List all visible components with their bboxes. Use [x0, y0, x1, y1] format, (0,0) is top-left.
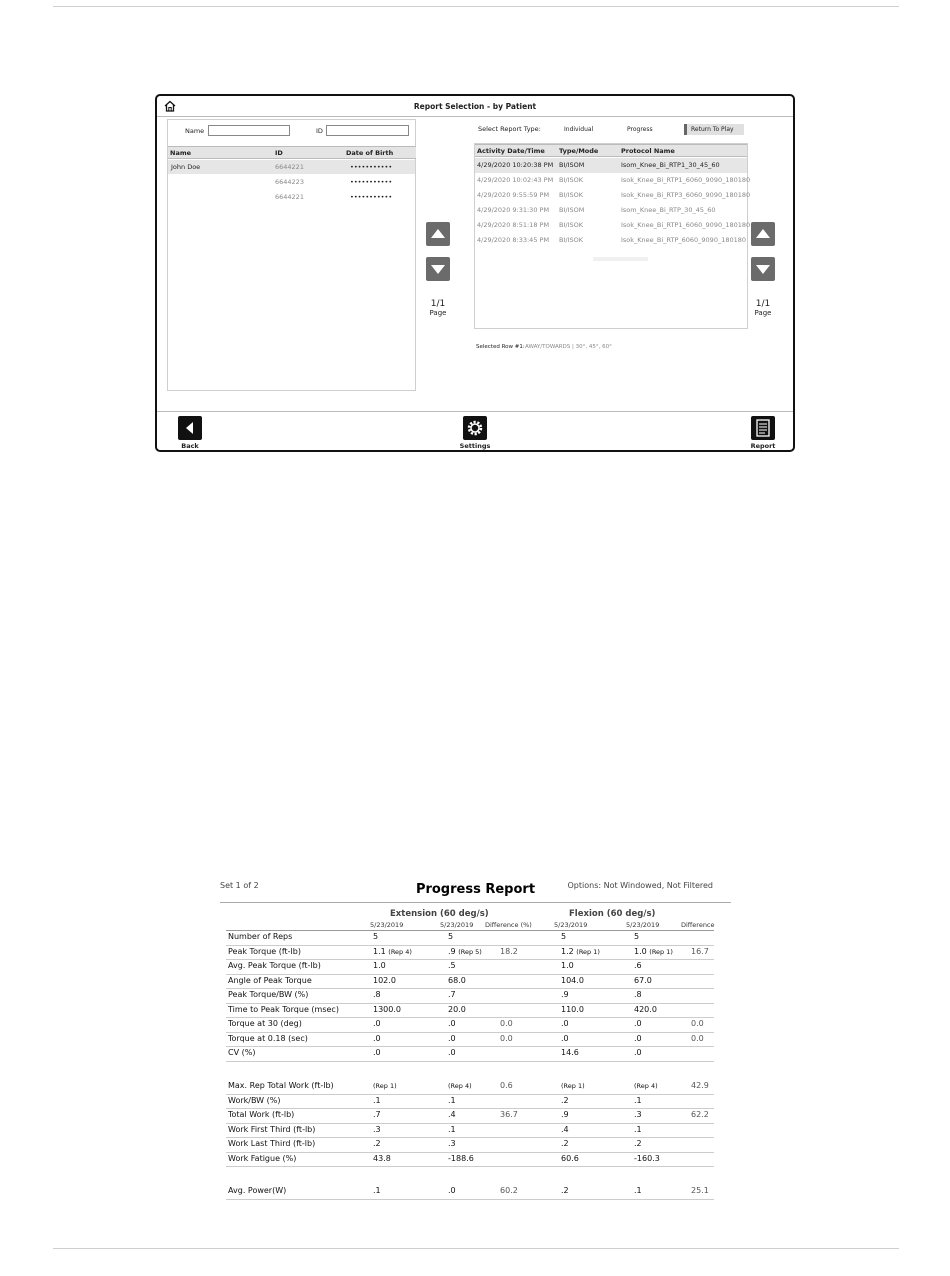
bottom-rule [53, 1248, 899, 1249]
selected-row-value: AWAY/TOWARDS | 30°, 45°, 60° [525, 344, 612, 350]
metric-value [448, 1125, 456, 1134]
metric-value [561, 1081, 585, 1090]
activity-date: 4/29/2020 10:20:38 PM [477, 161, 554, 169]
metric-value [561, 1154, 579, 1163]
activity-page-number: 1/1 [755, 299, 771, 309]
back-label: Back [181, 442, 199, 450]
patient-id: 6644221 [275, 193, 304, 201]
value-text: .0 [448, 1048, 456, 1057]
table-row [226, 1094, 714, 1110]
value-text: .2 [373, 1139, 381, 1148]
progress-report [220, 876, 731, 1206]
metric-value [448, 976, 466, 985]
value-text: 104.0 [561, 975, 584, 985]
metric-value [373, 1034, 381, 1043]
metric-value [634, 1139, 642, 1148]
id-search-input[interactable] [326, 125, 409, 136]
metric-label: Number of Reps [228, 932, 293, 941]
metric-value [373, 1139, 381, 1148]
table-row [226, 1123, 714, 1139]
report-button[interactable] [751, 416, 775, 440]
back-button[interactable] [178, 416, 202, 440]
value-text: .0 [448, 1186, 456, 1195]
table-row [226, 988, 714, 1004]
value-text: .0 [448, 1019, 456, 1028]
activity-panel [474, 143, 751, 329]
value-text: .9 [561, 990, 569, 999]
table-row [226, 945, 714, 961]
activity-mode: BI/ISOK [559, 176, 583, 184]
sub-header: 5/23/2019 [554, 921, 588, 929]
metric-value [561, 1005, 584, 1014]
report-title: Progress Report [415, 882, 536, 897]
value-text: .4 [561, 1124, 569, 1134]
value-text: 0.0 [691, 1019, 704, 1028]
arrow-up-icon [431, 229, 445, 238]
metric-value [561, 1034, 569, 1043]
patient-name: John Doe [171, 163, 201, 171]
metric-label: Work Last Third (ft-lb) [228, 1139, 316, 1148]
metric-value [373, 961, 386, 970]
value-text: 0.0 [691, 1033, 704, 1043]
selected-row-label: Selected Row #1: [476, 344, 525, 350]
difference-value [500, 1110, 518, 1119]
table-row [226, 1108, 714, 1124]
rep-note: (Rep 5) [458, 947, 482, 956]
value-text: .1 [373, 1095, 381, 1105]
patient-id: 6644223 [275, 178, 304, 186]
column-header-name[interactable]: Name [170, 149, 192, 157]
metric-value [448, 1186, 456, 1195]
sub-header: Difference (%) [485, 921, 532, 929]
patient-table-header [168, 146, 416, 159]
metric-label: Torque at 0.18 (sec) [228, 1033, 308, 1043]
rep-note: (Rep 4) [634, 1082, 658, 1090]
metric-label: Peak Torque/BW (%) [228, 990, 309, 999]
metric-label: Time to Peak Torque (msec) [228, 1004, 339, 1014]
list-scroll-indicator [593, 257, 648, 261]
activity-row[interactable] [475, 173, 751, 188]
report-options: Options: Not Windowed, Not Filtered [567, 881, 713, 890]
value-text: -160.3 [634, 1153, 660, 1163]
value-text: .2 [561, 1095, 569, 1105]
value-text: .1 [448, 1124, 456, 1134]
metric-value [373, 990, 381, 999]
value-text: .4 [448, 1110, 456, 1119]
value-text: 5 [561, 932, 567, 941]
table-row [226, 1184, 714, 1200]
value-text: .2 [561, 1139, 569, 1148]
metric-value [634, 1034, 642, 1043]
rep-note: (Rep 4) [388, 947, 412, 956]
metric-value [634, 1154, 660, 1163]
table-row [226, 930, 714, 946]
value-text: .3 [634, 1110, 642, 1119]
metric-value [448, 1048, 456, 1057]
value-text: .7 [448, 990, 456, 999]
metric-value [561, 976, 584, 985]
id-label: ID [316, 127, 323, 135]
metric-label: Total Work (ft-lb) [228, 1110, 295, 1119]
metric-value [561, 1139, 569, 1148]
metric-value [373, 932, 378, 941]
metric-value [373, 1154, 391, 1163]
metric-value [561, 1096, 569, 1105]
window-title: Report Selection - by Patient [413, 102, 537, 111]
difference-value [500, 1081, 513, 1090]
metric-value [634, 1110, 642, 1119]
patient-pager [423, 299, 453, 317]
table-row [226, 1079, 714, 1095]
activity-date: 4/29/2020 8:51:18 PM [477, 221, 550, 229]
activity-page-label: Page [754, 309, 772, 317]
metric-value [634, 947, 673, 956]
difference-value [500, 947, 518, 956]
activity-row[interactable] [475, 188, 751, 203]
metric-value [634, 990, 642, 999]
value-text: .3 [448, 1139, 456, 1148]
patient-page-down-button[interactable] [426, 257, 450, 281]
activity-page-down-button[interactable] [751, 257, 775, 281]
metric-value [373, 1125, 381, 1134]
value-text: 60.6 [561, 1153, 579, 1163]
metric-value [561, 1110, 569, 1119]
arrow-up-icon [756, 229, 770, 238]
report-selection-window [155, 94, 795, 452]
patient-row[interactable] [168, 175, 415, 189]
difference-value [691, 1081, 709, 1090]
column-header-dob[interactable]: Date of Birth [346, 149, 394, 157]
sub-header: 5/23/2019 [440, 921, 474, 929]
rep-note: (Rep 1) [649, 947, 673, 956]
value-text: .0 [448, 1033, 456, 1043]
rep-note: (Rep 1) [561, 1082, 585, 1090]
extension-header: Extension (60 deg/s) [390, 909, 489, 919]
metric-label: Work Fatigue (%) [228, 1153, 297, 1163]
value-text: 20.0 [448, 1004, 466, 1014]
metric-value [448, 1034, 456, 1043]
value-text: .5 [448, 961, 456, 970]
patient-panel [167, 119, 416, 391]
table-row [226, 959, 714, 975]
metric-label: Peak Torque (ft-lb) [228, 946, 301, 956]
metric-value [448, 1154, 474, 1163]
flexion-header: Flexion (60 deg/s) [569, 909, 656, 919]
metric-value [561, 947, 600, 956]
metric-value [561, 932, 566, 941]
value-text: 62.2 [691, 1110, 709, 1119]
settings-label: Settings [459, 442, 491, 450]
value-text: .2 [561, 1186, 569, 1195]
metric-label: CV (%) [228, 1048, 256, 1057]
difference-value [691, 1186, 709, 1195]
value-text: 67.0 [634, 975, 652, 985]
column-header-id[interactable]: ID [275, 149, 283, 157]
metric-value [634, 976, 652, 985]
metric-value [373, 1110, 381, 1119]
column-header-activity-date[interactable]: Activity Date/Time [477, 147, 545, 155]
metric-value [561, 1186, 569, 1195]
value-text: .0 [373, 1019, 381, 1028]
metric-value [373, 947, 412, 956]
metric-value [448, 1096, 456, 1105]
column-header-type-mode[interactable]: Type/Mode [559, 147, 599, 155]
value-text: 5 [373, 932, 379, 941]
activity-pager [748, 299, 778, 317]
patient-dob: ••••••••••• [350, 178, 393, 186]
activity-date: 4/29/2020 9:31:30 PM [477, 206, 550, 214]
value-text: 42.9 [691, 1081, 709, 1090]
metric-value [561, 961, 574, 970]
rep-note: (Rep 1) [576, 947, 600, 956]
patient-id: 6644221 [275, 163, 304, 171]
report-top-rule [220, 902, 731, 903]
value-text: 102.0 [373, 975, 396, 985]
metric-value [448, 961, 456, 970]
value-text: .8 [373, 990, 381, 999]
metric-value [448, 1005, 466, 1014]
metric-value [373, 1096, 381, 1105]
value-text: .0 [373, 1033, 381, 1043]
report-type-return-to-play[interactable]: Return To Play [684, 124, 744, 135]
metric-value [634, 1081, 658, 1090]
activity-table-header [475, 144, 747, 157]
activity-row[interactable] [475, 158, 747, 173]
value-text: .9 [561, 1110, 569, 1119]
table-row [226, 1152, 714, 1168]
metric-value [373, 1048, 381, 1057]
value-text: 420.0 [634, 1004, 657, 1014]
activity-protocol: Isom_Knee_Bi_RTP_30_45_60 [621, 206, 716, 214]
activity-row[interactable] [475, 233, 747, 248]
value-text: .6 [634, 961, 642, 970]
patient-dob: ••••••••••• [350, 163, 393, 171]
metric-value [634, 1019, 642, 1028]
activity-mode: BI/ISOK [559, 191, 583, 199]
title-bar [157, 96, 793, 117]
name-search-input[interactable] [208, 125, 290, 136]
activity-date: 4/29/2020 8:33:45 PM [477, 236, 550, 244]
table-row [226, 1032, 714, 1048]
metric-value [634, 1186, 642, 1195]
value-text: 5 [634, 932, 640, 941]
value-text: .9 [448, 946, 456, 956]
sub-header: 5/23/2019 [370, 921, 404, 929]
table-row [226, 1046, 714, 1062]
metric-label: Avg. Power(W) [228, 1186, 287, 1195]
metric-value [373, 1186, 381, 1195]
value-text: 14.6 [561, 1048, 579, 1057]
value-text: 0.6 [500, 1081, 513, 1090]
metric-label: Torque at 30 (deg) [228, 1019, 302, 1028]
patient-page-label: Page [429, 309, 447, 317]
value-text: 36.7 [500, 1110, 518, 1119]
table-row [226, 1137, 714, 1153]
patient-dob: ••••••••••• [350, 193, 393, 201]
activity-row[interactable] [475, 218, 751, 233]
value-text: 0.0 [500, 1019, 513, 1028]
table-row [226, 1003, 714, 1019]
patient-row[interactable] [168, 190, 415, 204]
table-row [226, 974, 714, 990]
difference-value [691, 947, 709, 956]
value-text: .1 [634, 1095, 642, 1105]
metric-value [634, 932, 639, 941]
report-type-label: Select Report Type: [478, 125, 541, 133]
activity-protocol: Isok_Knee_Bi_RTP3_6060_9090_180180 [621, 191, 751, 199]
value-text: 1.1 [373, 946, 386, 956]
value-text: .3 [373, 1124, 381, 1134]
metric-value [561, 1048, 579, 1057]
report-type-progress[interactable]: Progress [627, 126, 653, 133]
value-text: 1300.0 [373, 1004, 401, 1014]
sub-header: 5/23/2019 [626, 921, 660, 929]
value-text: .7 [373, 1110, 381, 1119]
value-text: .0 [634, 1019, 642, 1028]
difference-value [500, 1034, 513, 1043]
metric-label: Max. Rep Total Work (ft-lb) [228, 1081, 334, 1090]
value-text: .0 [373, 1048, 381, 1057]
metric-value [373, 976, 396, 985]
activity-date: 4/29/2020 10:02:43 PM [477, 176, 554, 184]
value-text: 68.0 [448, 975, 466, 985]
value-text: .1 [634, 1186, 642, 1195]
metric-value [448, 990, 456, 999]
metric-value [634, 961, 642, 970]
metric-value [448, 1110, 456, 1119]
column-header-protocol[interactable]: Protocol Name [621, 147, 675, 155]
value-text: 1.0 [373, 961, 386, 970]
value-text: .2 [634, 1139, 642, 1148]
activity-mode: BI/ISOK [559, 221, 583, 229]
value-text: .0 [634, 1048, 642, 1057]
metric-label: Work/BW (%) [228, 1095, 281, 1105]
value-text: 60.2 [500, 1186, 518, 1195]
activity-mode: BI/ISOM [559, 161, 585, 169]
settings-button[interactable] [463, 416, 487, 440]
activity-mode: BI/ISOM [559, 206, 585, 214]
metric-value [561, 1125, 569, 1134]
difference-value [500, 1019, 513, 1028]
patient-row[interactable] [168, 160, 415, 174]
patient-page-number: 1/1 [430, 299, 446, 309]
value-text: 1.2 [561, 946, 574, 956]
value-text: .0 [561, 1033, 569, 1043]
value-text: 0.0 [500, 1033, 513, 1043]
activity-page-up-button[interactable] [751, 222, 775, 246]
metric-value [561, 990, 569, 999]
gear-icon [463, 416, 487, 440]
report-type-individual[interactable]: Individual [564, 126, 594, 133]
value-text: 110.0 [561, 1004, 584, 1014]
value-text: 1.0 [561, 961, 574, 970]
bottom-toolbar [157, 411, 793, 452]
report-icon [751, 416, 775, 440]
activity-protocol: Isok_Knee_Bi_RTP1_6060_9090_180180 [621, 176, 751, 184]
arrow-down-icon [756, 265, 770, 274]
metric-value [448, 1019, 456, 1028]
report-label: Report [750, 442, 776, 450]
metric-value [634, 1096, 642, 1105]
activity-protocol: Isom_Knee_Bi_RTP1_30_45_60 [621, 161, 720, 169]
activity-mode: BI/ISOK [559, 236, 583, 244]
value-text: .8 [634, 990, 642, 999]
difference-value [691, 1019, 704, 1028]
metric-label: Avg. Peak Torque (ft-lb) [228, 961, 321, 970]
value-text: 1.0 [634, 946, 647, 956]
value-text: .1 [448, 1095, 456, 1105]
metric-value [634, 1048, 642, 1057]
metric-value [448, 947, 482, 956]
name-label: Name [185, 127, 205, 135]
metric-label: Work First Third (ft-lb) [228, 1124, 316, 1134]
top-rule [53, 6, 899, 7]
value-text: 25.1 [691, 1186, 709, 1195]
activity-date: 4/29/2020 9:55:59 PM [477, 191, 550, 199]
value-text: .1 [373, 1186, 381, 1195]
metric-value [448, 932, 453, 941]
value-text: .0 [634, 1033, 642, 1043]
difference-value [500, 1186, 518, 1195]
value-text: 43.8 [373, 1153, 391, 1163]
value-text: -188.6 [448, 1153, 474, 1163]
activity-row[interactable] [475, 203, 747, 218]
table-row [226, 1017, 714, 1033]
metric-value [634, 1005, 657, 1014]
patient-page-up-button[interactable] [426, 222, 450, 246]
arrow-down-icon [431, 265, 445, 274]
metric-label: Angle of Peak Torque [228, 975, 312, 985]
activity-protocol: Isok_Knee_Bi_RTP1_6060_9090_180180 [621, 221, 751, 229]
value-text: .0 [561, 1019, 569, 1028]
report-set: Set 1 of 2 [220, 881, 259, 890]
value-text: 18.2 [500, 946, 518, 956]
activity-protocol: Isok_Knee_Bi_RTP_6060_9090_180180 [621, 236, 747, 244]
metric-value [561, 1019, 569, 1028]
metric-value [634, 1125, 642, 1134]
rep-note: (Rep 4) [448, 1082, 472, 1090]
metric-value [373, 1005, 401, 1014]
difference-value [691, 1034, 704, 1043]
back-arrow-icon [178, 416, 202, 440]
metric-value [448, 1081, 472, 1090]
rep-note: (Rep 1) [373, 1082, 397, 1090]
difference-value [691, 1110, 709, 1119]
value-text: 16.7 [691, 946, 709, 956]
value-text: 5 [448, 932, 454, 941]
sub-header: Difference [681, 921, 715, 929]
metric-value [373, 1019, 381, 1028]
metric-value [373, 1081, 397, 1090]
metric-value [448, 1139, 456, 1148]
value-text: .1 [634, 1124, 642, 1134]
